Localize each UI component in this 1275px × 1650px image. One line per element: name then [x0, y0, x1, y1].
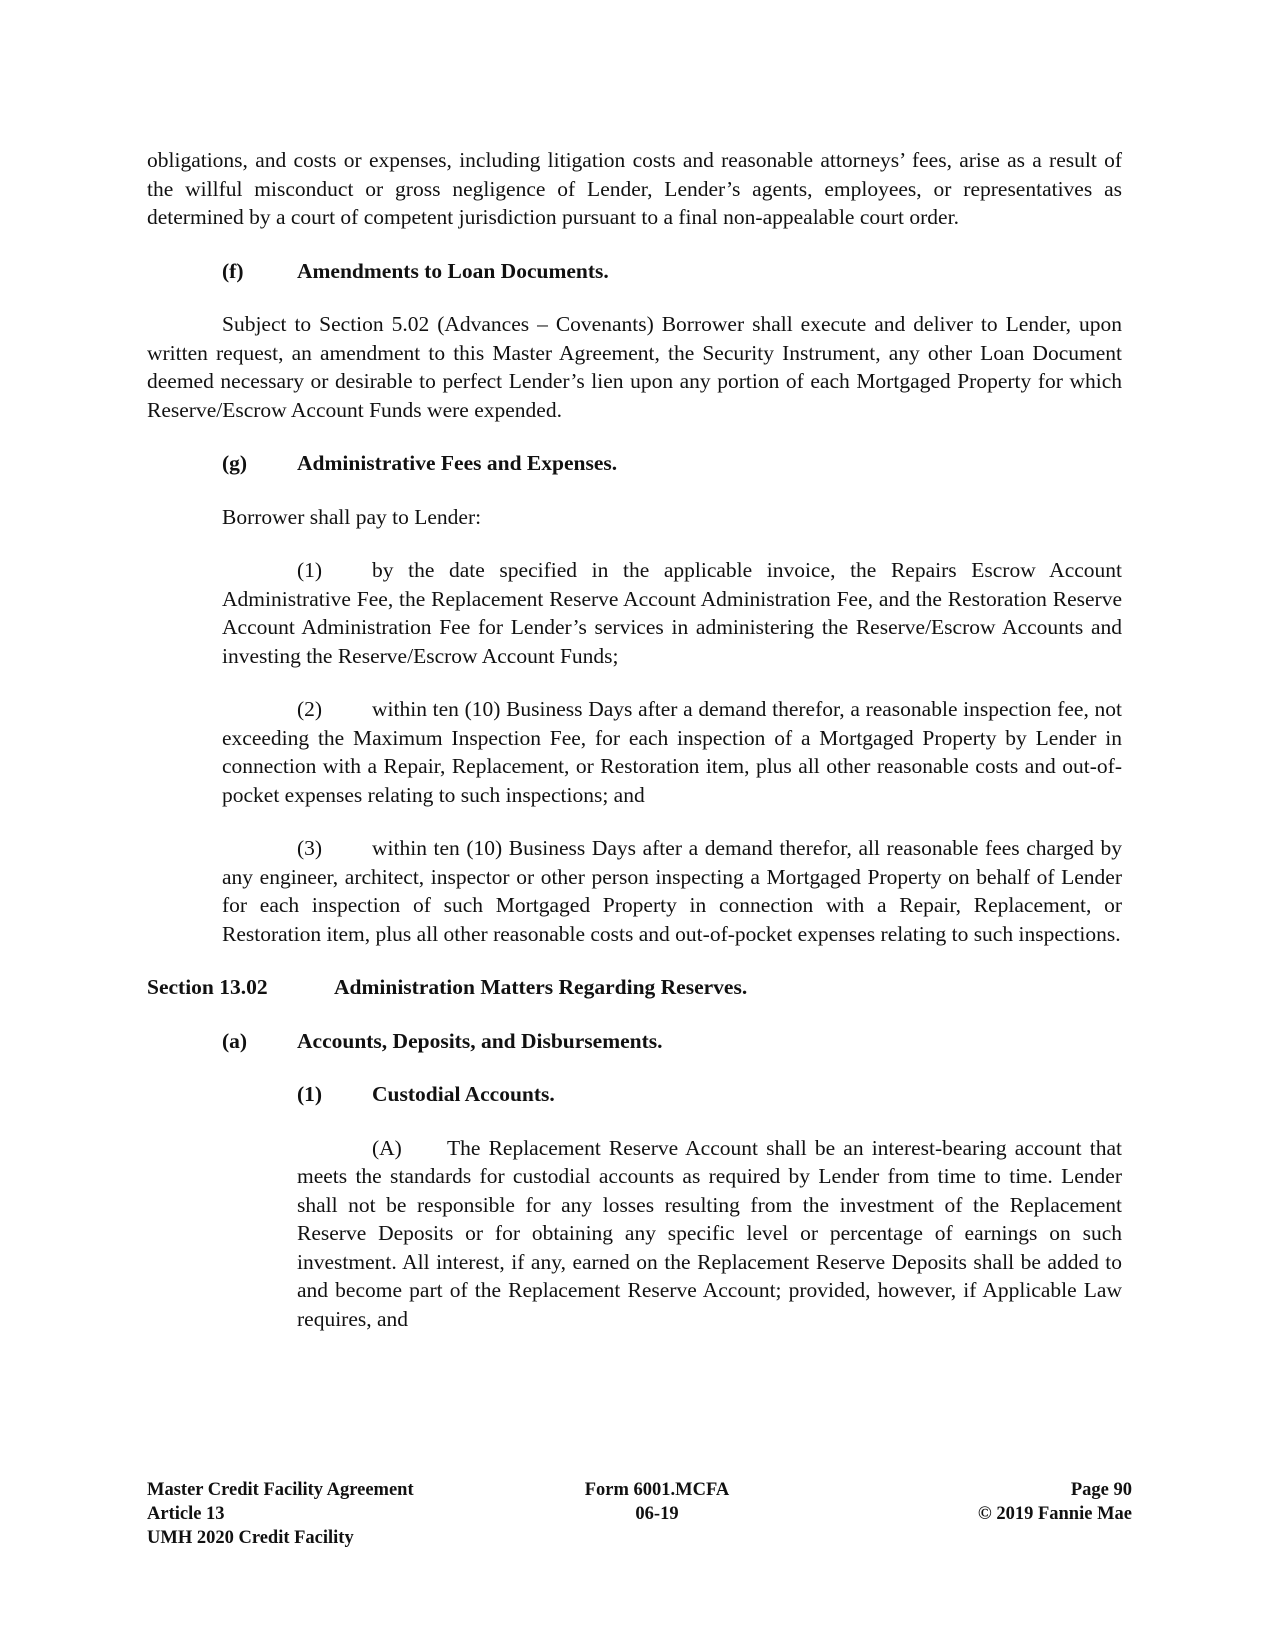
list-item-g2	[222, 695, 1122, 809]
heading-f-number: (f)	[222, 258, 244, 283]
list-item-g2-number: (2)	[297, 697, 323, 721]
paragraph-A	[297, 1134, 1122, 1334]
footer-agreement-title: Master Credit Facility Agreement	[147, 1480, 414, 1500]
section-heading	[147, 973, 1122, 1002]
footer-form-date: 06-19	[635, 1504, 679, 1524]
list-item-g3-text: within ten (10) Business Days after a demand therefor, all reasonable fees charged by any engineer, architect, inspector or other person inspecting a Mortgaged Property on behalf of Lender for each inspection of such Mortgaged Property in connection with a Repair, Replacement, or Restoration item, plus all other reasonable costs and out-of-pocket expenses relating to such inspections.	[222, 836, 1122, 946]
list-item-g3	[222, 834, 1122, 948]
page-footer	[147, 1478, 1132, 1553]
paragraph-A-number: (A)	[372, 1135, 402, 1160]
list-item-g1-text: by the date specified in the applicable invoice, the Repairs Escrow Account Administrative Fee, the Replacement Reserve Account Administration Fee, and the Restoration Reserve Account Administration Fee for Lender’s services in administering the Reserve/Escrow Accounts and investing the Reserve/Escrow Account Funds;	[222, 558, 1122, 668]
heading-a-number: (a)	[222, 1028, 248, 1053]
footer-facility: UMH 2020 Credit Facility	[147, 1528, 354, 1548]
heading-a1-number: (1)	[297, 1082, 323, 1106]
list-item-g1	[222, 556, 1122, 670]
heading-f	[222, 257, 1122, 286]
heading-a1-title: Custodial Accounts.	[372, 1082, 555, 1106]
footer-right	[978, 1478, 1132, 1526]
heading-f-title: Amendments to Loan Documents.	[297, 258, 609, 283]
footer-article: Article 13	[147, 1504, 225, 1524]
footer-left	[147, 1478, 414, 1550]
heading-a-title: Accounts, Deposits, and Disbursements.	[297, 1028, 663, 1053]
footer-copyright: © 2019 Fannie Mae	[977, 1504, 1132, 1524]
list-item-g1-number: (1)	[297, 558, 323, 582]
heading-a	[222, 1027, 1122, 1056]
heading-a1	[297, 1080, 1122, 1109]
footer-page-number: Page 90	[1070, 1480, 1132, 1500]
paragraph-f: Subject to Section 5.02 (Advances – Covenants) Borrower shall execute and deliver to Lender, upon written request, an amendment to this Master Agreement, the Security Instrument, any other Loan Document deemed necessary or desirable to perfect Lender’s lien upon any portion of each Mortgaged Property for which Reserve/Escrow Account Funds were expended.	[147, 312, 1122, 422]
footer-center	[567, 1478, 747, 1526]
heading-g-number: (g)	[222, 451, 248, 475]
heading-g	[222, 449, 1122, 478]
footer-form-number: Form 6001.MCFA	[584, 1480, 730, 1500]
list-item-g2-text: within ten (10) Business Days after a demand therefor, a reasonable inspection fee, not exceeding the Maximum Inspection Fee, for each inspection of a Mortgaged Property by Lender in connection with a Repair, Replacement, or Restoration item, plus all other reasonable costs and out-of-pocket expenses relating to such inspections; and	[222, 697, 1122, 807]
heading-g-title: Administrative Fees and Expenses.	[297, 451, 618, 475]
section-number: Section 13.02	[147, 975, 268, 999]
section-title: Administration Matters Regarding Reserves.	[334, 975, 748, 999]
document-body	[147, 146, 1122, 1333]
continued-paragraph: obligations, and costs or expenses, including litigation costs and reasonable attorneys’ fees, arise as a result of the willful misconduct or gross negligence of Lender, Lender’s agents, employees, or representatives as determined by a court of competent jurisdiction pursuant to a final non-appealable court order.	[147, 148, 1122, 229]
paragraph-A-text: The Replacement Reserve Account shall be an interest-bearing account that meets the standards for custodial accounts as required by Lender from time to time. Lender shall not be responsible for any losses resulting from the investment of the Replacement Reserve Deposits or for obtaining any specific level or percentage of earnings on such investment. All interest, if any, earned on the Replacement Reserve Deposits shall be added to and become part of the Replacement Reserve Account; provided, however, if Applicable Law requires, and	[297, 1135, 1122, 1331]
paragraph-g-intro: Borrower shall pay to Lender:	[222, 504, 482, 529]
list-item-g3-number: (3)	[297, 836, 323, 860]
